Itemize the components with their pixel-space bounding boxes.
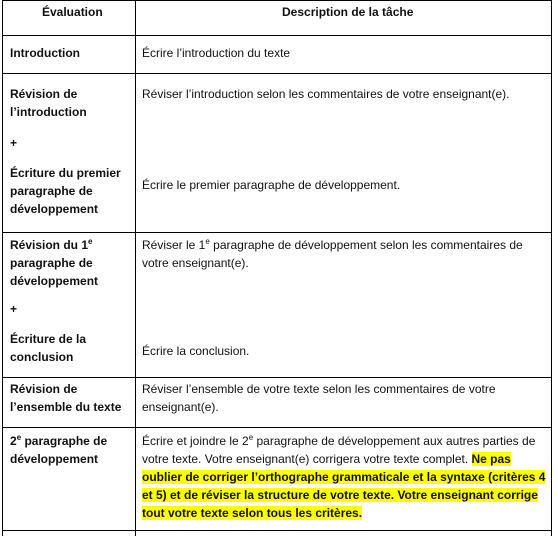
table-border-right: [551, 0, 552, 536]
table-divider: [2, 73, 552, 74]
task-table: [2, 0, 552, 536]
superscript: e: [16, 433, 22, 442]
row-label-revision-introduction: Révision de l’introduction: [10, 87, 87, 119]
row-plus: +: [10, 302, 18, 316]
desc-text: Écrire et joindre le 2: [142, 434, 249, 448]
row-desc-revision-ensemble: Réviser l’ensemble de votre texte selon les commentaires de votre enseignant(e).: [142, 382, 496, 414]
highlighted-instruction: Ne pas oublier de corriger l’orthographe grammaticale et la syntaxe (critères 4 et 5) et de réviser la structure de votre texte. Votre enseignant corrige tout votre texte selon tous les critères.: [142, 452, 546, 520]
row-desc-deuxieme-paragraphe: [142, 429, 547, 522]
table-divider: [2, 427, 552, 428]
desc-text: paragraphe de développement selon les commentaires de votre enseignant(e).: [142, 238, 523, 270]
superscript: e: [205, 237, 210, 246]
row-desc-ecriture-conclusion: Écrire la conclusion.: [142, 344, 250, 358]
column-divider: [135, 0, 136, 536]
table-border-top: [2, 0, 552, 1]
row-desc-ecriture-premier: Écrire le premier paragraphe de développement.: [142, 178, 401, 192]
row-label-revision-ensemble: Révision de l’ensemble du texte: [10, 382, 122, 414]
row-label-revision-premier: [10, 233, 128, 290]
superscript: e: [88, 237, 93, 246]
label-text: Révision du 1: [10, 238, 89, 252]
label-text: 2: [10, 434, 17, 448]
row-desc-revision-introduction: Réviser l’introduction selon les commentaires de votre enseignant(e).: [142, 87, 510, 101]
desc-text: Réviser le 1: [142, 238, 206, 252]
row-label-ecriture-premier: Écriture du premier paragraphe de développement: [10, 166, 121, 216]
table-divider: [2, 35, 552, 36]
header-description: Description de la tâche: [282, 5, 414, 19]
superscript: e: [248, 433, 254, 442]
desc-text: paragraphe de développement aux autres parties de votre texte. Votre enseignant(e) corrigera votre texte complet.: [142, 434, 536, 466]
table-border-left: [2, 0, 3, 536]
row-desc-introduction: Écrire l’introduction du texte: [142, 46, 291, 60]
row-label-ecriture-conclusion: Écriture de la conclusion: [10, 332, 87, 364]
row-plus: +: [10, 136, 18, 150]
row-desc-revision-premier: [142, 233, 547, 272]
row-label-deuxieme-paragraphe: [10, 429, 132, 468]
header-evaluation: Évaluation: [42, 5, 103, 19]
row-label-introduction: Introduction: [10, 46, 80, 60]
label-text: paragraphe de développement: [10, 434, 108, 466]
label-text: paragraphe de développement: [10, 256, 99, 288]
table-divider: [2, 377, 552, 378]
table-divider: [2, 530, 552, 531]
